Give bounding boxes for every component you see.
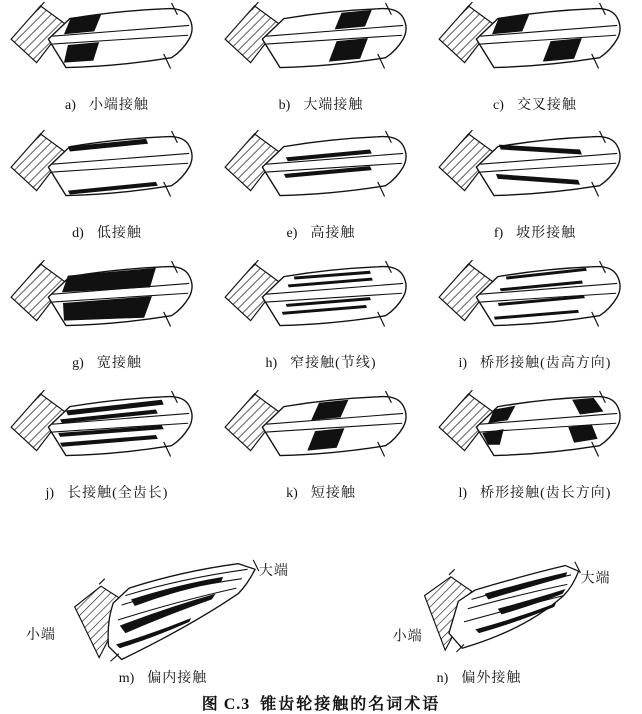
figure-caption	[0, 691, 642, 714]
figure-d-label	[72, 222, 142, 242]
figure-title: 高接触	[310, 226, 356, 241]
figure-h-drawing	[223, 260, 419, 348]
figure-number: 图 C.3	[201, 696, 251, 713]
figure-g-label	[72, 352, 142, 372]
figure-title: 交叉接触	[516, 98, 577, 113]
figure-letter: b)	[278, 98, 291, 113]
figure-a	[0, 2, 214, 130]
figure-title: 长接触(全齿长)	[67, 486, 169, 501]
figure-b	[214, 2, 428, 130]
figure-k	[214, 390, 428, 537]
figure-letter: i)	[458, 356, 468, 371]
figure-title: 宽接触	[96, 356, 142, 371]
large-end-label: 大端	[258, 562, 289, 579]
figure-j-drawing	[9, 390, 205, 478]
figure-title: 偏内接触	[147, 671, 208, 686]
figure-l-label	[459, 482, 612, 502]
figure-j	[0, 390, 214, 537]
figure-l	[428, 390, 642, 537]
figure-k-drawing	[223, 390, 419, 478]
small-end-label: 小端	[392, 628, 423, 645]
figure-title: 窄接触(节线)	[290, 356, 377, 371]
figure-c	[428, 2, 642, 130]
figure-title: 低接触	[96, 226, 142, 241]
figure-letter: e)	[286, 226, 298, 241]
figure-letter: j)	[45, 486, 55, 501]
figure-b-drawing	[223, 2, 419, 90]
figure-title: 桥形接触(齿长方向)	[480, 486, 612, 501]
figure-letter: f)	[493, 226, 504, 241]
figure-m-label	[119, 667, 208, 687]
figure-letter: d)	[72, 226, 84, 241]
figure-f	[428, 130, 642, 260]
figure-title: 桥形接触(齿高方向)	[480, 356, 612, 371]
small-end-label: 小端	[25, 626, 56, 643]
figure-f-drawing	[437, 130, 633, 218]
figure-letter: n)	[436, 671, 449, 686]
figure-letter: a)	[65, 98, 76, 113]
figure-e-label	[287, 222, 356, 242]
figure-letter: h)	[265, 356, 278, 371]
figure-i-label	[459, 352, 612, 372]
figure-n	[328, 543, 630, 687]
figure-d	[0, 130, 214, 260]
figure-d-drawing	[9, 130, 205, 218]
figure-j-label	[46, 482, 169, 502]
figure-letter: m)	[118, 671, 135, 686]
figure-h	[214, 260, 428, 390]
figure-g	[0, 260, 214, 390]
figure-a-drawing	[9, 2, 205, 90]
bottom-figure-row	[0, 537, 642, 687]
caption-title: 锥齿轮接触的名词术语	[260, 696, 441, 713]
figure-m-drawing	[13, 543, 313, 667]
figure-n-label	[437, 667, 522, 687]
figure-f-label	[494, 222, 576, 242]
figure-g-drawing	[9, 260, 205, 348]
figure-letter: k)	[286, 486, 298, 501]
figure-grid	[0, 2, 642, 537]
figure-title: 大端接触	[303, 98, 364, 113]
tooth-outline	[108, 564, 255, 660]
figure-title: 偏外接触	[461, 671, 522, 686]
figure-letter: g)	[72, 356, 84, 371]
figure-title: 坡形接触	[516, 226, 577, 241]
figure-letter: l)	[458, 486, 468, 501]
figure-n-drawing	[329, 543, 629, 667]
figure-letter: c)	[493, 98, 504, 113]
figure-k-label	[286, 482, 356, 502]
figure-i	[428, 260, 642, 390]
figure-e	[214, 130, 428, 260]
figure-l-drawing	[437, 390, 633, 478]
figure-a-label	[65, 94, 149, 114]
figure-title: 短接触	[310, 486, 356, 501]
figure-m	[12, 543, 314, 687]
figure-c-label	[493, 94, 577, 114]
large-end-label: 大端	[580, 570, 611, 587]
figure-b-label	[279, 94, 364, 114]
figure-i-drawing	[437, 260, 633, 348]
figure-e-drawing	[223, 130, 419, 218]
figure-title: 小端接触	[88, 98, 149, 113]
figure-h-label	[266, 352, 377, 372]
figure-c-drawing	[437, 2, 633, 90]
